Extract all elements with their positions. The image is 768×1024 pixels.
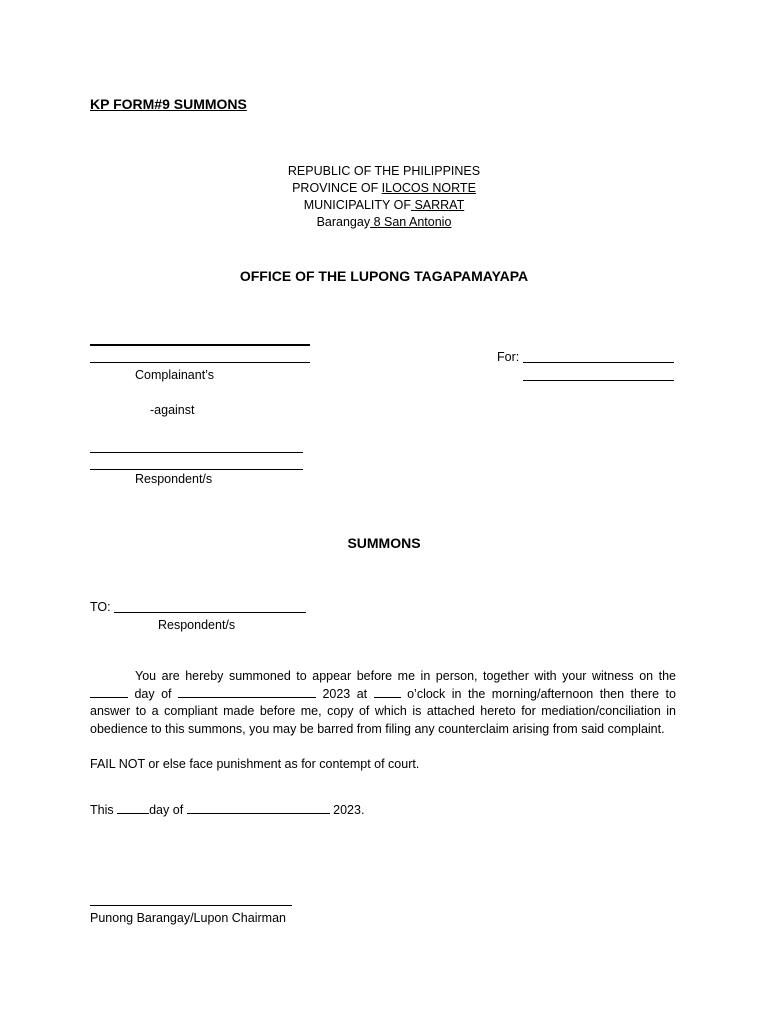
summons-title: SUMMONS xyxy=(347,535,421,551)
for-line-2 xyxy=(523,380,674,381)
complainant-label: Complainant’s xyxy=(135,368,214,382)
province-line xyxy=(0,180,768,196)
paragraph-part-b: o’clock in the morning/afternoon then there to answer to a compliant made before me, copy of which is attached hereto for mediation/conciliation in obedience to this summons, you may be barred from filing any counterclaim arising from said complaint. xyxy=(90,686,676,736)
date-day-blank xyxy=(117,802,149,814)
barangay-line xyxy=(0,214,768,230)
date-day-of: day of xyxy=(149,803,184,817)
fail-not-text: FAIL NOT or else face punishment as for contempt of court. xyxy=(90,757,420,771)
province-name: ILOCOS NORTE xyxy=(381,181,476,195)
complainant-line-1 xyxy=(90,344,310,346)
date-line xyxy=(90,802,364,818)
municipality-prefix: MUNICIPALITY OF xyxy=(303,198,411,212)
paragraph-part-a: You are hereby summoned to appear before me in person, together with your witness on the xyxy=(135,669,676,683)
signature-line xyxy=(90,905,292,906)
to-line xyxy=(114,612,306,613)
republic-line: REPUBLIC OF THE PHILIPPINES xyxy=(287,164,481,178)
barangay-name: 8 San Antonio xyxy=(370,215,452,229)
barangay-prefix: Barangay xyxy=(316,215,371,229)
for-label: For: xyxy=(497,350,520,364)
date-month-blank xyxy=(187,802,330,814)
province-prefix: PROVINCE OF xyxy=(292,181,382,195)
municipality-line xyxy=(0,197,768,213)
paragraph-day-of: day of xyxy=(134,686,172,701)
hour-blank xyxy=(374,686,401,698)
respondent-line-2 xyxy=(90,469,303,470)
for-line-1 xyxy=(523,362,674,363)
to-label: TO: xyxy=(90,600,111,614)
to-respondent-label: Respondent/s xyxy=(158,618,236,632)
respondent-label: Respondent/s xyxy=(135,472,213,486)
form-title: KP FORM#9 SUMMONS xyxy=(90,96,247,112)
respondent-line-1 xyxy=(90,452,303,453)
paragraph-year-at: 2023 at xyxy=(322,686,368,701)
complainant-line-2 xyxy=(90,362,310,363)
against-label: -against xyxy=(150,403,195,417)
office-title: OFFICE OF THE LUPONG TAGAPAMAYAPA xyxy=(239,268,529,284)
signature-title: Punong Barangay/Lupon Chairman xyxy=(90,911,286,925)
date-this: This xyxy=(90,803,114,817)
day-blank xyxy=(90,686,128,698)
summons-paragraph xyxy=(90,668,676,738)
municipality-name: SARRAT xyxy=(410,198,465,212)
month-blank xyxy=(178,686,316,698)
date-year: 2023. xyxy=(333,803,365,817)
